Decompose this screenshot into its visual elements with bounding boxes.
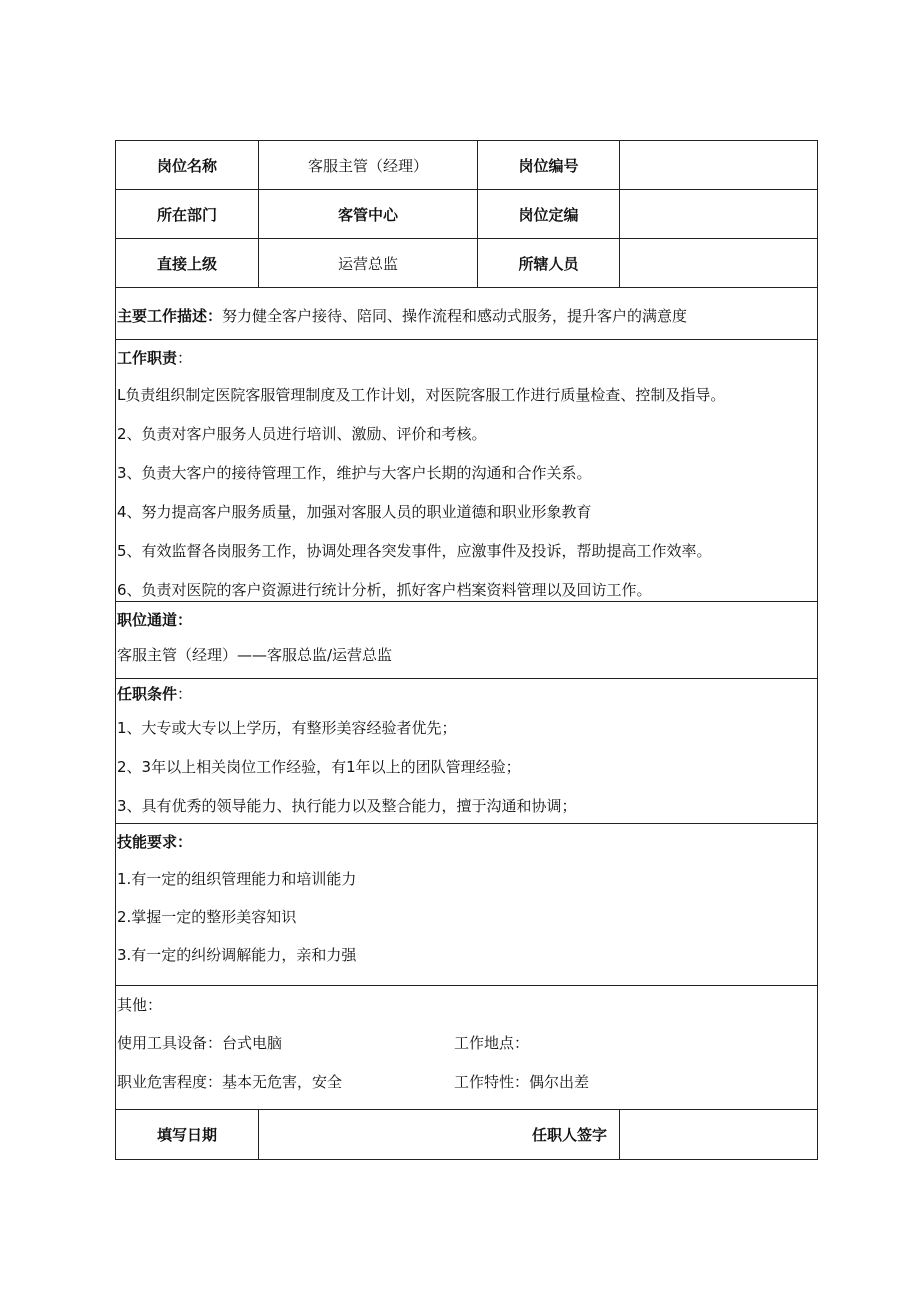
subordinate-label: 所辖人员 <box>478 239 620 287</box>
duty-item: 6、负责对医院的客户资源进行统计分析，抓好客户档案资料管理以及回访工作。 <box>117 581 652 599</box>
row-requirements <box>116 679 818 824</box>
headcount-label: 岗位定编 <box>478 190 620 238</box>
skills-cell <box>116 824 818 985</box>
other-cell <box>116 986 818 1109</box>
skill-item: 1.有一定的组织管理能力和培训能力 <box>117 870 357 888</box>
row-footer <box>116 1110 818 1160</box>
superior-label: 直接上级 <box>116 239 259 287</box>
description-label: 主要工作描述： <box>117 307 223 325</box>
requirements-title: 任职条件 <box>117 685 178 703</box>
dept-label: 所在部门 <box>116 190 259 238</box>
duties-title-line <box>117 340 817 376</box>
other-line-1 <box>117 1024 817 1063</box>
post-name-label: 岗位名称 <box>116 141 259 189</box>
dept-value: 客管中心 <box>259 190 478 238</box>
career-cell <box>116 602 818 678</box>
nature-text: 工作特性：偶尔出差 <box>454 1073 590 1091</box>
post-code-label: 岗位编号 <box>478 141 620 189</box>
duties-title: 工作职责 <box>117 349 178 367</box>
skills-title: 技能要求： <box>117 833 193 851</box>
hazard-text: 职业危害程度：基本无危害，安全 <box>117 1073 343 1091</box>
signature-value <box>620 1110 818 1159</box>
post-code-value <box>620 141 818 189</box>
row-post-name <box>116 141 818 190</box>
headcount-value <box>620 190 818 238</box>
row-duties <box>116 340 818 602</box>
requirements-cell <box>116 679 818 823</box>
skill-item: 2.掌握一定的整形美容知识 <box>117 908 297 926</box>
requirement-item: 2、3年以上相关岗位工作经验，有1年以上的团队管理经验； <box>117 758 521 776</box>
career-title: 职位通道： <box>117 611 193 629</box>
row-superior <box>116 239 818 288</box>
row-department <box>116 190 818 239</box>
location-text: 工作地点： <box>454 1034 530 1052</box>
date-label: 填写日期 <box>116 1110 259 1159</box>
duty-item: 2、负责对客户服务人员进行培训、激励、评价和考核。 <box>117 425 487 443</box>
description-text: 努力健全客户接待、陪同、操作流程和感动式服务，提升客户的满意度 <box>222 307 688 325</box>
other-title: 其他： <box>117 996 163 1014</box>
row-other <box>116 986 818 1110</box>
description-cell <box>116 288 818 339</box>
other-line-2 <box>117 1063 817 1102</box>
duty-item: 4、努力提高客户服务质量，加强对客服人员的职业道德和职业形象教育 <box>117 503 592 521</box>
duty-item: 5、有效监督各岗服务工作，协调处理各突发事件，应激事件及投诉，帮助提高工作效率。 <box>117 542 712 560</box>
row-career <box>116 602 818 679</box>
signature-label: 任职人签字 <box>259 1110 620 1159</box>
subordinate-value <box>620 239 818 287</box>
row-skills <box>116 824 818 986</box>
duties-title-suffix: ： <box>177 349 193 367</box>
post-name-value: 客服主管（经理） <box>259 141 478 189</box>
requirement-item: 3、具有优秀的领导能力、执行能力以及整合能力，擅于沟通和协调； <box>117 797 577 815</box>
job-description-table <box>115 140 818 1160</box>
skill-item: 3.有一定的纠纷调解能力，亲和力强 <box>117 946 357 964</box>
tools-text: 使用工具设备：台式电脑 <box>117 1034 283 1052</box>
career-path: 客服主管（经理）——客服总监/运营总监 <box>117 646 393 664</box>
duties-cell <box>116 340 818 601</box>
row-description <box>116 288 818 340</box>
duty-item: L负责组织制定医院客服管理制度及工作计划，对医院客服工作进行质量检查、控制及指导。 <box>117 386 726 404</box>
duty-item: 3、负责大客户的接待管理工作，维护与大客户长期的沟通和合作关系。 <box>117 464 592 482</box>
requirement-item: 1、大专或大专以上学历，有整形美容经验者优先； <box>117 719 457 737</box>
requirements-title-suffix: ： <box>177 685 193 703</box>
superior-value: 运营总监 <box>259 239 478 287</box>
